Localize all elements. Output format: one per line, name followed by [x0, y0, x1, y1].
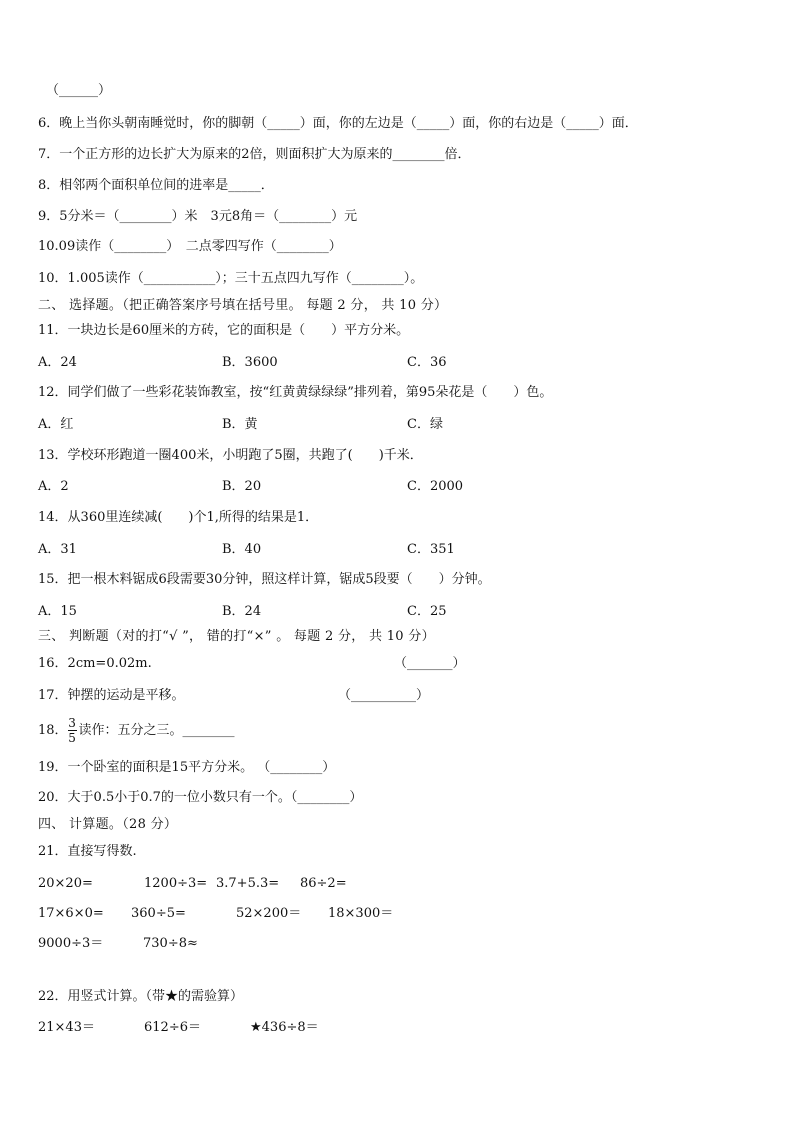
question-12-option-b: B．黄	[222, 417, 258, 432]
question-22: 22．用竖式计算。（带★的需验算）	[38, 989, 244, 1004]
question-20: 20．大于0.5小于0.7的一位小数只有一个。（________）	[38, 790, 363, 805]
question-11-option-c: C．36	[407, 355, 447, 370]
question-15-stem: 15．把一根木料锯成6段需要30分钟，照这样计算，锯成5段要（ ）分钟。	[38, 572, 491, 587]
section-2-heading: 二、 选择题。（把正确答案序号填在括号里。 每题 2 分， 共 10 分）	[38, 298, 448, 313]
question-11-option-b: B．3600	[222, 355, 278, 370]
question-15-option-a: A．15	[38, 604, 77, 619]
question-9: 9．5分米＝（________）米 3元8角＝（________）元	[38, 209, 358, 224]
question-14-option-a: A．31	[38, 542, 77, 557]
question-7: 7．一个正方形的边长扩大为原来的2倍，则面积扩大为原来的________倍．	[38, 147, 471, 162]
question-6: 6．晚上当你头朝南睡觉时，你的脚朝（_____）面，你的左边是（_____）面，你的右边是（_____）面．	[38, 116, 638, 131]
fraction-denominator: 5	[68, 731, 76, 745]
question-18-number: 18．	[38, 723, 68, 738]
question-10-part-a: 10.09读作（________） 二点零四写作（________）	[38, 239, 342, 254]
question-14-option-b: B．40	[222, 542, 262, 557]
calc-item: 9000÷3＝	[38, 936, 104, 951]
calc-item: 86÷2=	[300, 876, 347, 891]
question-13-option-a: A．2	[38, 479, 69, 494]
question-12-option-c: C．绿	[407, 417, 443, 432]
question-16-blank: （_______）	[394, 656, 466, 671]
question-8: 8．相邻两个面积单位间的进率是_____．	[38, 178, 274, 193]
question-12-option-a: A．红	[38, 417, 74, 432]
fraction-three-fifths	[68, 717, 77, 744]
question-10-part-b: 10．1.005读作（___________）；三十五点四九写作（________）。	[38, 271, 424, 286]
calc-item: 52×200＝	[236, 906, 302, 921]
question-13-option-b: B．20	[222, 479, 262, 494]
question-18	[38, 712, 235, 750]
question-17-text: 17．钟摆的运动是平移。	[38, 688, 185, 703]
question-12-stem: 12．同学们做了一些彩花装饰教室，按“红黄黄绿绿绿”排列着，第95朵花是（ ）色。	[38, 385, 553, 400]
question-11-stem: 11．一块边长是60厘米的方砖，它的面积是（ ）平方分米。	[38, 323, 410, 338]
section-4-heading: 四、 计算题。（28 分）	[38, 817, 178, 832]
question-11-option-a: A．24	[38, 355, 77, 370]
question-13-option-c: C．2000	[407, 479, 464, 494]
q5-answer-blank: （______）	[46, 83, 112, 98]
vertical-calc-item: ★436÷8＝	[250, 1020, 319, 1035]
question-19: 19．一个卧室的面积是15平方分米。 （________）	[38, 760, 336, 775]
question-14-option-c: C．351	[407, 542, 455, 557]
question-15-option-c: C．25	[407, 604, 447, 619]
vertical-calc-item: 21×43＝	[38, 1020, 95, 1035]
calc-item: 3.7+5.3=	[216, 876, 280, 891]
section-3-heading: 三、 判断题（对的打“√ ”， 错的打“×” 。 每题 2 分， 共 10 分）	[38, 629, 435, 644]
calc-item: 1200÷3=	[144, 876, 208, 891]
calc-item: 18×300＝	[328, 906, 394, 921]
question-16-text: 16．2cm=0.02m.	[38, 656, 152, 671]
fraction-numerator: 3	[68, 716, 76, 730]
calc-item: 360÷5=	[131, 906, 186, 921]
question-14-stem: 14．从360里连续减( )个1,所得的结果是1．	[38, 510, 319, 525]
calc-item: 17×6×0=	[38, 906, 104, 921]
question-15-option-b: B．24	[222, 604, 262, 619]
calc-item: 730÷8≈	[143, 936, 198, 951]
calc-item: 20×20=	[38, 876, 93, 891]
vertical-calc-item: 612÷6＝	[144, 1020, 201, 1035]
question-21: 21．直接写得数.	[38, 844, 137, 859]
question-13-stem: 13．学校环形跑道一圈400米，小明跑了5圈，共跑了( )千米．	[38, 448, 423, 463]
question-17-blank: （__________）	[338, 688, 430, 703]
question-18-text: 读作：五分之三。________	[78, 723, 235, 738]
